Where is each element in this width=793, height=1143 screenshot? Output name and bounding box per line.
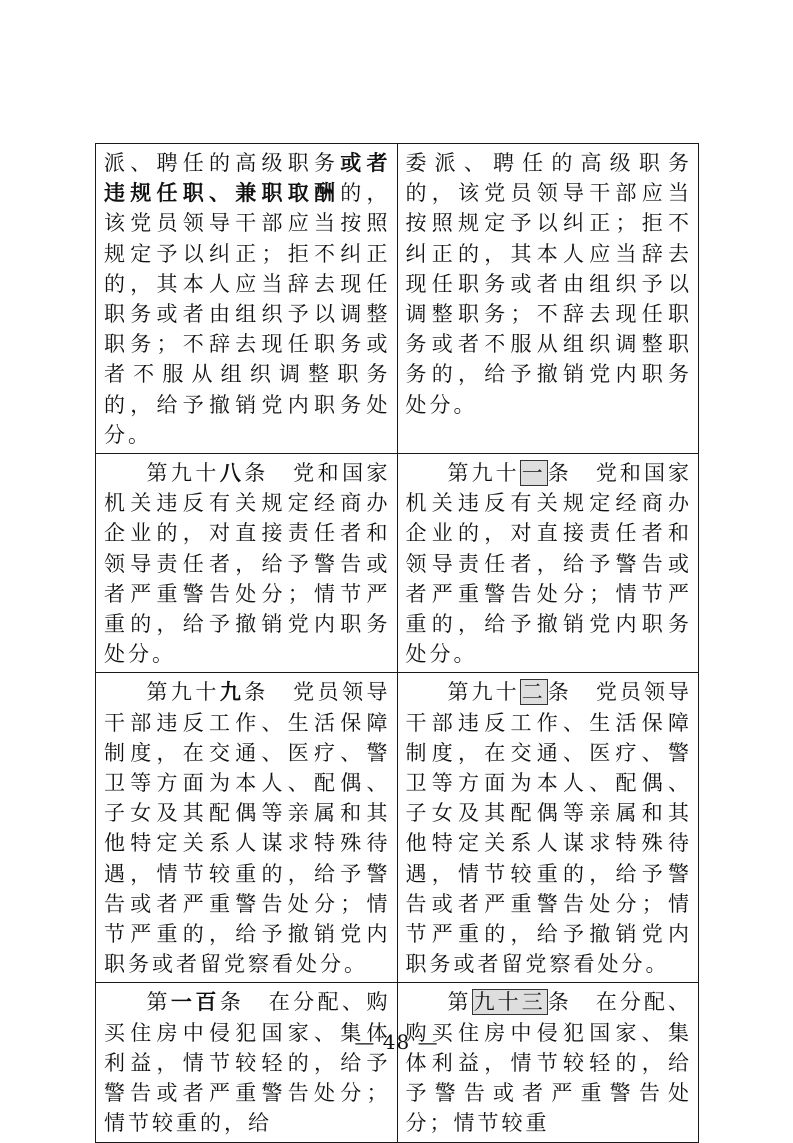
text-segment: 第九十 [146, 680, 220, 705]
bold-text-segment: 八 [219, 460, 245, 486]
cell-paragraph [104, 458, 391, 669]
text-segment: 的，该党员领导干部应当按照规定予以纠正；拒不纠正的，其本人应当辞去现任职务或者由组织予以调整职务；不辞去现任职务或者不服从组织调整职务的，给予撤销党内职务处分。 [104, 181, 391, 447]
bold-text-segment: 一百 [170, 989, 220, 1015]
text-segment: 派、聘任的高级职务 [104, 151, 341, 175]
text-segment: 条 党员领导干部违反工作、生活保障制度，在交通、医疗、警卫等方面为本人、配偶、子女及其配偶等亲属和其他特定关系人谋求特殊待遇，情节较重的，给予警告或者严重警告处分；情节严重的，给予撤销党内职务或者留党察看处分。 [405, 680, 693, 977]
text-segment: 第九十 [447, 680, 520, 705]
cell-revised-text [96, 983, 398, 1142]
text-segment: 第 [447, 990, 472, 1015]
highlighted-text-segment: 二 [521, 680, 546, 705]
cell-paragraph [104, 677, 391, 979]
cell-paragraph [406, 987, 693, 1138]
table-row [96, 144, 699, 454]
text-segment: 第九十 [447, 461, 520, 486]
cell-original-text [397, 454, 699, 673]
text-segment: 条 党和国家机关违反有关规定经商办企业的，对直接责任者和领导责任者，给予警告或者严重警告处分；情节严重的，给予撤销党内职务处分。 [405, 461, 693, 667]
cell-original-text [397, 673, 699, 983]
cell-revised-text [96, 144, 398, 454]
cell-revised-text [96, 454, 398, 673]
cell-paragraph [104, 987, 391, 1138]
bold-text-segment: 九 [219, 679, 245, 705]
cell-paragraph [406, 458, 693, 669]
table-row [96, 673, 699, 983]
cell-paragraph [406, 677, 693, 979]
table-row [96, 454, 699, 673]
text-segment: 条 党和国家机关违反有关规定经商办企业的，对直接责任者和领导责任者，给予警告或者严重警告处分；情节严重的，给予撤销党内职务处分。 [104, 461, 391, 667]
cell-paragraph [104, 148, 391, 450]
comparison-table [95, 143, 699, 1143]
text-segment: 第 [146, 990, 171, 1015]
text-segment: 条 在分配、购买住房中侵犯国家、集体利益，情节较轻的，给予警告或者严重警告处分；情节较重 [405, 990, 693, 1136]
text-segment: 条 党员领导干部违反工作、生活保障制度，在交通、医疗、警卫等方面为本人、配偶、子女及其配偶等亲属和其他特定关系人谋求特殊待遇，情节较重的，给予警告或者严重警告处分；情节严重的，给予撤销党内职务或者留党察看处分。 [104, 680, 391, 977]
text-segment: 第九十 [146, 461, 220, 486]
table-row [96, 983, 699, 1142]
cell-original-text [397, 144, 699, 454]
cell-paragraph [406, 148, 693, 420]
cell-revised-text [96, 673, 398, 983]
text-segment: 委派、聘任的高级职务的，该党员领导干部应当按照规定予以纠正；拒不纠正的，其本人应当辞去现任职务或者由组织予以调整职务；不辞去现任职务或者不服从组织调整职务的，给予撤销党内职务处分。 [405, 151, 692, 417]
cell-original-text [397, 983, 699, 1142]
highlighted-text-segment: 九十三 [473, 990, 546, 1015]
highlighted-text-segment: 一 [521, 461, 546, 486]
page-number: — 48 — [354, 1030, 439, 1054]
comparison-table-body [96, 144, 699, 1143]
text-segment: 条 在分配、购买住房中侵犯国家、集体利益，情节较轻的，给予警告或者严重警告处分；情节较重的，给 [104, 990, 391, 1136]
bold-text-segment: 或者违规任职、兼职取酬 [104, 150, 391, 206]
